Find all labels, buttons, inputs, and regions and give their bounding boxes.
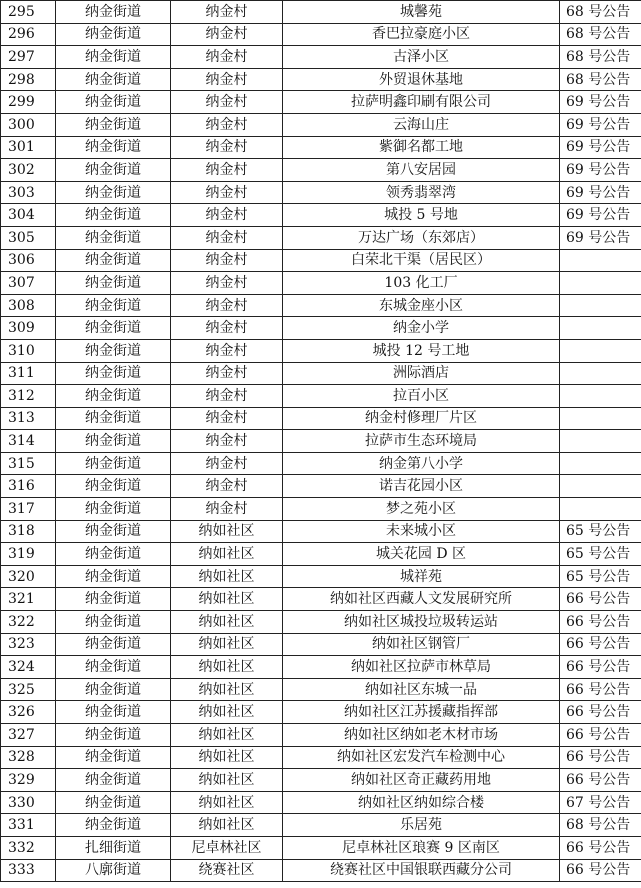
community-cell: 纳金村 — [171, 430, 283, 453]
notice-cell: 69 号公告 — [560, 204, 641, 227]
table-row — [1, 23, 641, 46]
table-row — [1, 46, 641, 69]
table-row — [1, 68, 641, 91]
row-number-cell: 322 — [1, 611, 56, 634]
table-row — [1, 91, 641, 114]
table-row — [1, 452, 641, 475]
community-cell: 纳如社区 — [171, 656, 283, 679]
site-name-cell: 纳如社区东城一品 — [283, 678, 560, 701]
site-name-cell: 拉萨明鑫印刷有限公司 — [283, 91, 560, 114]
row-number-cell: 330 — [1, 791, 56, 814]
notice-cell — [560, 430, 641, 453]
notice-cell — [560, 317, 641, 340]
site-name-cell: 纳如社区纳如综合楼 — [283, 791, 560, 814]
site-name-cell: 未来城小区 — [283, 520, 560, 543]
community-cell: 纳如社区 — [171, 633, 283, 656]
notice-cell: 68 号公告 — [560, 46, 641, 69]
notice-cell — [560, 272, 641, 295]
site-name-cell: 纳如社区西藏人文发展研究所 — [283, 588, 560, 611]
site-name-cell: 万达广场（东郊店） — [283, 226, 560, 249]
community-cell: 纳金村 — [171, 272, 283, 295]
table-row — [1, 678, 641, 701]
table-row — [1, 565, 641, 588]
site-name-cell: 云海山庄 — [283, 113, 560, 136]
notice-cell — [560, 498, 641, 521]
community-cell: 纳如社区 — [171, 791, 283, 814]
street-cell: 纳金街道 — [56, 136, 171, 159]
site-name-cell: 诺吉花园小区 — [283, 475, 560, 498]
row-number-cell: 308 — [1, 294, 56, 317]
street-cell: 纳金街道 — [56, 204, 171, 227]
table-row — [1, 859, 641, 882]
street-cell: 纳金街道 — [56, 385, 171, 408]
street-cell: 纳金街道 — [56, 159, 171, 182]
site-name-cell: 古泽小区 — [283, 46, 560, 69]
street-cell: 纳金街道 — [56, 543, 171, 566]
table-row — [1, 769, 641, 792]
row-number-cell: 302 — [1, 159, 56, 182]
site-name-cell: 纳如社区江苏援藏指挥部 — [283, 701, 560, 724]
notice-cell: 66 号公告 — [560, 724, 641, 747]
street-cell: 纳金街道 — [56, 1, 171, 24]
notice-cell — [560, 407, 641, 430]
street-cell: 纳金街道 — [56, 339, 171, 362]
row-number-cell: 331 — [1, 814, 56, 837]
row-number-cell: 306 — [1, 249, 56, 272]
street-cell: 纳金街道 — [56, 656, 171, 679]
street-cell: 纳金街道 — [56, 181, 171, 204]
site-name-cell: 外贸退休基地 — [283, 68, 560, 91]
community-cell: 纳金村 — [171, 339, 283, 362]
row-number-cell: 307 — [1, 272, 56, 295]
community-cell: 纳金村 — [171, 136, 283, 159]
community-cell: 纳如社区 — [171, 814, 283, 837]
table-row — [1, 1, 641, 24]
site-name-cell: 尼卓林社区琅赛 9 区南区 — [283, 836, 560, 859]
site-name-cell: 第八安居园 — [283, 159, 560, 182]
community-cell: 纳金村 — [171, 91, 283, 114]
community-cell: 纳金村 — [171, 113, 283, 136]
row-number-cell: 296 — [1, 23, 56, 46]
row-number-cell: 299 — [1, 91, 56, 114]
notice-cell: 66 号公告 — [560, 588, 641, 611]
notice-cell: 69 号公告 — [560, 91, 641, 114]
notice-cell — [560, 362, 641, 385]
street-cell: 纳金街道 — [56, 294, 171, 317]
site-name-cell: 纳金小学 — [283, 317, 560, 340]
table-row — [1, 543, 641, 566]
row-number-cell: 326 — [1, 701, 56, 724]
notice-cell: 69 号公告 — [560, 113, 641, 136]
table-row — [1, 113, 641, 136]
row-number-cell: 315 — [1, 452, 56, 475]
street-cell: 纳金街道 — [56, 791, 171, 814]
table-row — [1, 294, 641, 317]
street-cell: 纳金街道 — [56, 769, 171, 792]
row-number-cell: 317 — [1, 498, 56, 521]
table-row — [1, 339, 641, 362]
community-cell: 纳金村 — [171, 475, 283, 498]
notice-cell: 69 号公告 — [560, 159, 641, 182]
notice-cell: 66 号公告 — [560, 859, 641, 882]
community-cell: 纳金村 — [171, 385, 283, 408]
community-cell: 纳金村 — [171, 68, 283, 91]
row-number-cell: 323 — [1, 633, 56, 656]
row-number-cell: 318 — [1, 520, 56, 543]
row-number-cell: 312 — [1, 385, 56, 408]
site-name-cell: 103 化工厂 — [283, 272, 560, 295]
notice-cell: 65 号公告 — [560, 565, 641, 588]
notice-cell: 68 号公告 — [560, 1, 641, 24]
table-row — [1, 317, 641, 340]
street-cell: 纳金街道 — [56, 407, 171, 430]
notice-cell: 66 号公告 — [560, 769, 641, 792]
site-name-cell: 城祥苑 — [283, 565, 560, 588]
notice-cell — [560, 339, 641, 362]
site-name-cell: 纳金村修理厂片区 — [283, 407, 560, 430]
row-number-cell: 310 — [1, 339, 56, 362]
community-cell: 纳金村 — [171, 1, 283, 24]
table-row — [1, 407, 641, 430]
street-cell: 纳金街道 — [56, 588, 171, 611]
street-cell: 纳金街道 — [56, 362, 171, 385]
site-name-cell: 城投 5 号地 — [283, 204, 560, 227]
street-cell: 纳金街道 — [56, 724, 171, 747]
row-number-cell: 325 — [1, 678, 56, 701]
site-name-cell: 领秀翡翠湾 — [283, 181, 560, 204]
site-name-cell: 洲际酒店 — [283, 362, 560, 385]
street-cell: 纳金街道 — [56, 746, 171, 769]
row-number-cell: 295 — [1, 1, 56, 24]
notice-cell: 66 号公告 — [560, 633, 641, 656]
street-cell: 八廓街道 — [56, 859, 171, 882]
community-cell: 纳如社区 — [171, 746, 283, 769]
notice-cell: 66 号公告 — [560, 656, 641, 679]
notice-cell: 67 号公告 — [560, 791, 641, 814]
community-cell: 绕赛社区 — [171, 859, 283, 882]
street-cell: 纳金街道 — [56, 701, 171, 724]
street-cell: 纳金街道 — [56, 678, 171, 701]
notice-cell: 66 号公告 — [560, 678, 641, 701]
table-row — [1, 159, 641, 182]
row-number-cell: 329 — [1, 769, 56, 792]
street-cell: 纳金街道 — [56, 46, 171, 69]
site-name-cell: 拉萨市生态环境局 — [283, 430, 560, 453]
table-body — [1, 1, 641, 882]
table-row — [1, 181, 641, 204]
row-number-cell: 300 — [1, 113, 56, 136]
row-number-cell: 321 — [1, 588, 56, 611]
site-name-cell: 梦之苑小区 — [283, 498, 560, 521]
row-number-cell: 303 — [1, 181, 56, 204]
community-cell: 纳如社区 — [171, 543, 283, 566]
community-cell: 纳如社区 — [171, 565, 283, 588]
notice-cell: 66 号公告 — [560, 746, 641, 769]
community-cell: 纳金村 — [171, 294, 283, 317]
row-number-cell: 319 — [1, 543, 56, 566]
row-number-cell: 298 — [1, 68, 56, 91]
site-name-cell: 城馨苑 — [283, 1, 560, 24]
notice-cell — [560, 452, 641, 475]
table-row — [1, 226, 641, 249]
table-row — [1, 272, 641, 295]
street-cell: 纳金街道 — [56, 498, 171, 521]
site-name-cell: 城投 12 号工地 — [283, 339, 560, 362]
site-name-cell: 白荣北干渠（居民区） — [283, 249, 560, 272]
table-row — [1, 204, 641, 227]
table-row — [1, 498, 641, 521]
site-name-cell: 东城金座小区 — [283, 294, 560, 317]
street-cell: 纳金街道 — [56, 520, 171, 543]
community-cell: 纳金村 — [171, 23, 283, 46]
row-number-cell: 311 — [1, 362, 56, 385]
table-row — [1, 746, 641, 769]
community-cell: 纳如社区 — [171, 588, 283, 611]
community-cell: 纳如社区 — [171, 701, 283, 724]
row-number-cell: 309 — [1, 317, 56, 340]
site-name-cell: 城关花园 D 区 — [283, 543, 560, 566]
community-cell: 纳金村 — [171, 181, 283, 204]
row-number-cell: 316 — [1, 475, 56, 498]
street-cell: 纳金街道 — [56, 633, 171, 656]
site-name-cell: 绕赛社区中国银联西藏分公司 — [283, 859, 560, 882]
row-number-cell: 332 — [1, 836, 56, 859]
site-name-cell: 纳金第八小学 — [283, 452, 560, 475]
table-row — [1, 633, 641, 656]
community-cell: 纳金村 — [171, 249, 283, 272]
row-number-cell: 297 — [1, 46, 56, 69]
street-cell: 纳金街道 — [56, 430, 171, 453]
community-cell: 纳金村 — [171, 317, 283, 340]
row-number-cell: 328 — [1, 746, 56, 769]
community-cell: 纳金村 — [171, 226, 283, 249]
site-name-cell: 纳如社区城投垃圾转运站 — [283, 611, 560, 634]
notice-cell: 68 号公告 — [560, 68, 641, 91]
street-cell: 纳金街道 — [56, 113, 171, 136]
row-number-cell: 314 — [1, 430, 56, 453]
community-cell: 纳金村 — [171, 498, 283, 521]
table-row — [1, 362, 641, 385]
street-cell: 扎细街道 — [56, 836, 171, 859]
notice-cell: 66 号公告 — [560, 836, 641, 859]
site-name-cell: 纳如社区钢管厂 — [283, 633, 560, 656]
notice-cell: 65 号公告 — [560, 543, 641, 566]
table-row — [1, 656, 641, 679]
notice-cell — [560, 475, 641, 498]
site-name-cell: 纳如社区纳如老木材市场 — [283, 724, 560, 747]
row-number-cell: 324 — [1, 656, 56, 679]
site-name-cell: 乐居苑 — [283, 814, 560, 837]
community-cell: 纳金村 — [171, 204, 283, 227]
street-cell: 纳金街道 — [56, 475, 171, 498]
community-cell: 纳如社区 — [171, 611, 283, 634]
street-cell: 纳金街道 — [56, 272, 171, 295]
table-row — [1, 724, 641, 747]
row-number-cell: 313 — [1, 407, 56, 430]
notice-cell — [560, 294, 641, 317]
site-name-cell: 拉百小区 — [283, 385, 560, 408]
row-number-cell: 305 — [1, 226, 56, 249]
community-cell: 纳金村 — [171, 46, 283, 69]
notice-cell: 68 号公告 — [560, 23, 641, 46]
community-cell: 纳金村 — [171, 452, 283, 475]
street-cell: 纳金街道 — [56, 23, 171, 46]
community-cell: 纳金村 — [171, 159, 283, 182]
row-number-cell: 333 — [1, 859, 56, 882]
site-name-cell: 紫御名都工地 — [283, 136, 560, 159]
community-cell: 纳如社区 — [171, 769, 283, 792]
notice-cell — [560, 385, 641, 408]
table-row — [1, 791, 641, 814]
notice-cell: 69 号公告 — [560, 136, 641, 159]
street-cell: 纳金街道 — [56, 814, 171, 837]
notice-cell: 68 号公告 — [560, 814, 641, 837]
notice-cell: 69 号公告 — [560, 181, 641, 204]
notice-cell: 65 号公告 — [560, 520, 641, 543]
community-cell: 纳金村 — [171, 362, 283, 385]
street-cell: 纳金街道 — [56, 91, 171, 114]
site-name-cell: 纳如社区宏发汽车检测中心 — [283, 746, 560, 769]
row-number-cell: 301 — [1, 136, 56, 159]
site-name-cell: 纳如社区拉萨市林草局 — [283, 656, 560, 679]
street-cell: 纳金街道 — [56, 452, 171, 475]
table-row — [1, 385, 641, 408]
notice-cell: 66 号公告 — [560, 701, 641, 724]
street-cell: 纳金街道 — [56, 317, 171, 340]
table-row — [1, 836, 641, 859]
community-cell: 纳如社区 — [171, 724, 283, 747]
notice-cell: 69 号公告 — [560, 226, 641, 249]
row-number-cell: 304 — [1, 204, 56, 227]
table-row — [1, 701, 641, 724]
site-name-cell: 纳如社区奇正藏药用地 — [283, 769, 560, 792]
site-name-cell: 香巴拉豪庭小区 — [283, 23, 560, 46]
street-cell: 纳金街道 — [56, 611, 171, 634]
table-row — [1, 430, 641, 453]
table-row — [1, 588, 641, 611]
community-cell: 尼卓林社区 — [171, 836, 283, 859]
community-cell: 纳如社区 — [171, 678, 283, 701]
row-number-cell: 320 — [1, 565, 56, 588]
table-row — [1, 611, 641, 634]
street-cell: 纳金街道 — [56, 68, 171, 91]
table-row — [1, 520, 641, 543]
notice-cell — [560, 249, 641, 272]
table-row — [1, 475, 641, 498]
street-cell: 纳金街道 — [56, 249, 171, 272]
table-row — [1, 814, 641, 837]
street-cell: 纳金街道 — [56, 226, 171, 249]
street-cell: 纳金街道 — [56, 565, 171, 588]
table-row — [1, 136, 641, 159]
row-number-cell: 327 — [1, 724, 56, 747]
community-cell: 纳金村 — [171, 407, 283, 430]
notice-cell: 66 号公告 — [560, 611, 641, 634]
community-cell: 纳如社区 — [171, 520, 283, 543]
table-row — [1, 249, 641, 272]
